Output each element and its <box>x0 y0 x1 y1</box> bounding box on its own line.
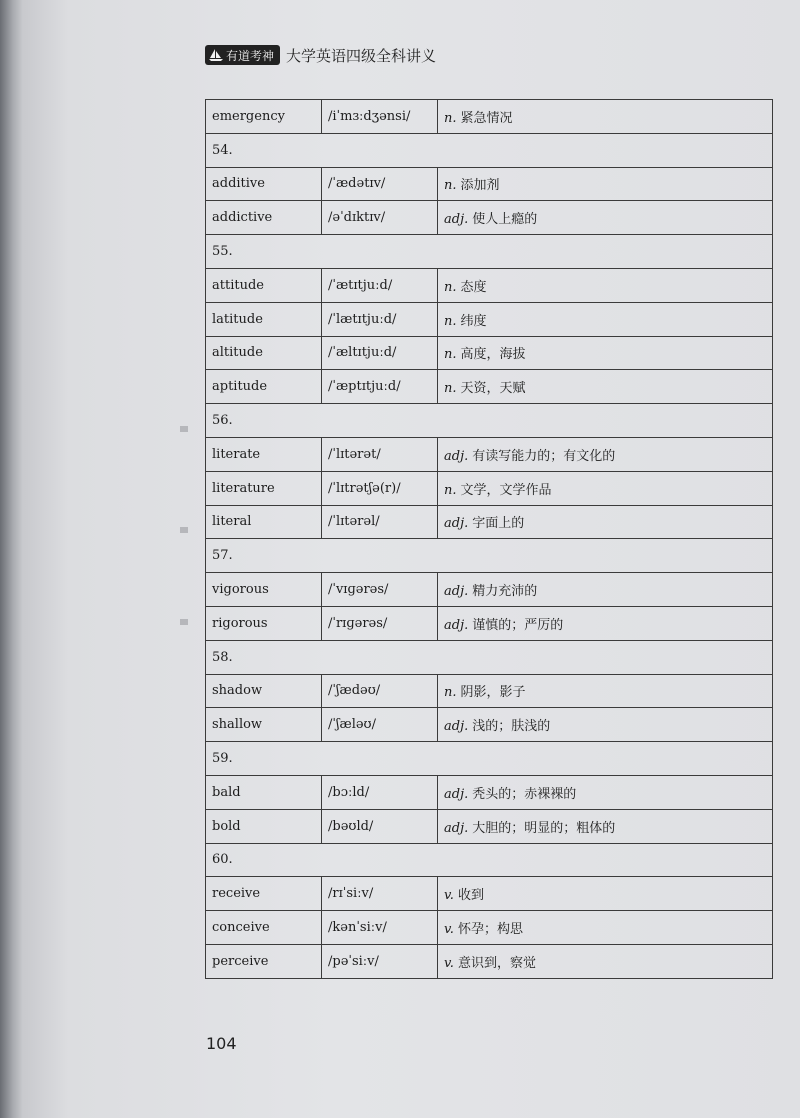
meaning-text: 态度 <box>460 279 487 295</box>
phonetic-cell: /ˈæptɪtjuːd/ <box>322 370 438 404</box>
phonetic-cell: /ˈrɪɡərəs/ <box>322 606 438 640</box>
meaning-text: 谨慎的；严厉的 <box>472 617 564 633</box>
vocab-row <box>206 268 773 302</box>
word-cell: literate <box>206 437 322 471</box>
phonetic-cell: /ˈædətɪv/ <box>322 167 438 201</box>
word-cell: altitude <box>206 336 322 370</box>
meaning-cell <box>438 268 773 302</box>
phonetic-cell: /ˈlɪtərət/ <box>322 437 438 471</box>
word-cell: receive <box>206 877 322 911</box>
group-header-row <box>206 235 773 269</box>
phonetic-cell: /ˈʃæləʊ/ <box>322 708 438 742</box>
meaning-cell <box>438 573 773 607</box>
meaning-text: 精力充沛的 <box>472 584 538 600</box>
part-of-speech: adj. <box>444 786 469 802</box>
phonetic-cell: /ˈætɪtjuːd/ <box>322 268 438 302</box>
meaning-cell <box>438 944 773 978</box>
meaning-text: 紧急情况 <box>460 110 513 126</box>
meaning-cell <box>438 809 773 843</box>
word-cell: additive <box>206 167 322 201</box>
meaning-cell <box>438 708 773 742</box>
meaning-text: 高度，海拔 <box>460 347 526 363</box>
group-number: 54. <box>206 133 773 167</box>
group-header-row <box>206 843 773 877</box>
word-cell: conceive <box>206 911 322 945</box>
meaning-text: 收到 <box>457 888 484 904</box>
word-cell: literature <box>206 471 322 505</box>
vocab-row <box>206 775 773 809</box>
group-number: 60. <box>206 843 773 877</box>
group-header-row <box>206 742 773 776</box>
meaning-cell <box>438 167 773 201</box>
phonetic-cell: /ˈvɪɡərəs/ <box>322 573 438 607</box>
group-header-row <box>206 404 773 438</box>
word-cell: literal <box>206 505 322 539</box>
meaning-text: 怀孕；构思 <box>457 922 523 938</box>
meaning-cell <box>438 775 773 809</box>
book-title: 大学英语四级全科讲义 <box>286 46 437 65</box>
group-number: 58. <box>206 640 773 674</box>
part-of-speech: adj. <box>444 212 469 228</box>
vocab-row <box>206 437 773 471</box>
word-cell: bald <box>206 775 322 809</box>
part-of-speech: adj. <box>444 584 469 600</box>
phonetic-cell: /bɔːld/ <box>322 775 438 809</box>
margin-mark <box>180 619 188 625</box>
meaning-text: 文学，文学作品 <box>460 482 552 498</box>
meaning-cell <box>438 437 773 471</box>
group-number: 59. <box>206 742 773 776</box>
word-cell: shadow <box>206 674 322 708</box>
word-cell: vigorous <box>206 573 322 607</box>
meaning-text: 字面上的 <box>472 516 525 532</box>
part-of-speech: n. <box>444 178 457 194</box>
meaning-cell <box>438 911 773 945</box>
group-header-row <box>206 133 773 167</box>
vocab-row <box>206 674 773 708</box>
vocab-row <box>206 708 773 742</box>
vocab-row <box>206 100 773 134</box>
meaning-text: 天资，天赋 <box>460 381 526 397</box>
phonetic-cell: /pəˈsiːv/ <box>322 944 438 978</box>
vocab-row <box>206 336 773 370</box>
part-of-speech: n. <box>444 279 457 295</box>
vocab-row <box>206 877 773 911</box>
meaning-cell <box>438 100 773 134</box>
meaning-text: 有读写能力的；有文化的 <box>472 448 616 464</box>
meaning-cell <box>438 471 773 505</box>
meaning-text: 使人上瘾的 <box>472 212 538 228</box>
part-of-speech: n. <box>444 482 457 498</box>
meaning-cell <box>438 201 773 235</box>
meaning-text: 浅的；肤浅的 <box>472 719 551 735</box>
meaning-text: 意识到，察觉 <box>457 955 536 971</box>
margin-mark <box>180 527 188 533</box>
vocab-row <box>206 302 773 336</box>
vocab-row <box>206 911 773 945</box>
vocab-row <box>206 167 773 201</box>
meaning-cell <box>438 370 773 404</box>
part-of-speech: adj. <box>444 617 469 633</box>
part-of-speech: n. <box>444 313 457 329</box>
group-header-row <box>206 539 773 573</box>
word-cell: latitude <box>206 302 322 336</box>
page-number: 104 <box>206 1034 237 1053</box>
group-number: 55. <box>206 235 773 269</box>
meaning-cell <box>438 302 773 336</box>
brand-label: 有道考神 <box>226 48 275 63</box>
vocab-row <box>206 573 773 607</box>
vocab-row <box>206 809 773 843</box>
vocab-row <box>206 606 773 640</box>
part-of-speech: n. <box>444 381 457 397</box>
phonetic-cell: /iˈmɜːdʒənsi/ <box>322 100 438 134</box>
part-of-speech: n. <box>444 685 457 701</box>
group-header-row <box>206 640 773 674</box>
part-of-speech: adj. <box>444 820 469 836</box>
page-stack-edge <box>0 0 22 1118</box>
vocab-row <box>206 201 773 235</box>
word-cell: attitude <box>206 268 322 302</box>
phonetic-cell: /ˈlætɪtjuːd/ <box>322 302 438 336</box>
phonetic-cell: /ˈlɪtrətʃə(r)/ <box>322 471 438 505</box>
word-cell: bold <box>206 809 322 843</box>
phonetic-cell: /ˈæltɪtjuːd/ <box>322 336 438 370</box>
meaning-text: 秃头的；赤裸裸的 <box>472 786 577 802</box>
meaning-text: 纬度 <box>460 313 487 329</box>
brand-badge <box>205 45 280 65</box>
word-cell: shallow <box>206 708 322 742</box>
meaning-cell <box>438 674 773 708</box>
meaning-cell <box>438 606 773 640</box>
sailboat-icon <box>209 49 223 61</box>
word-cell: emergency <box>206 100 322 134</box>
vocab-row <box>206 505 773 539</box>
vocabulary-table <box>205 99 773 979</box>
margin-mark <box>180 426 188 432</box>
group-number: 57. <box>206 539 773 573</box>
phonetic-cell: /ˈʃædəʊ/ <box>322 674 438 708</box>
phonetic-cell: /rɪˈsiːv/ <box>322 877 438 911</box>
word-cell: addictive <box>206 201 322 235</box>
meaning-cell <box>438 336 773 370</box>
part-of-speech: n. <box>444 347 457 363</box>
meaning-text: 阴影，影子 <box>460 685 526 701</box>
phonetic-cell: /ˈlɪtərəl/ <box>322 505 438 539</box>
meaning-text: 添加剂 <box>460 178 500 194</box>
part-of-speech: v. <box>444 888 454 904</box>
part-of-speech: adj. <box>444 448 469 464</box>
vocab-row <box>206 471 773 505</box>
part-of-speech: n. <box>444 110 457 126</box>
part-of-speech: v. <box>444 955 454 971</box>
word-cell: aptitude <box>206 370 322 404</box>
meaning-cell <box>438 505 773 539</box>
group-number: 56. <box>206 404 773 438</box>
page-header <box>205 44 436 66</box>
vocab-row <box>206 370 773 404</box>
meaning-text: 大胆的；明显的；粗体的 <box>472 820 616 836</box>
phonetic-cell: /bəʊld/ <box>322 809 438 843</box>
phonetic-cell: /əˈdɪktɪv/ <box>322 201 438 235</box>
meaning-cell <box>438 877 773 911</box>
part-of-speech: adj. <box>444 516 469 532</box>
word-cell: rigorous <box>206 606 322 640</box>
part-of-speech: adj. <box>444 719 469 735</box>
phonetic-cell: /kənˈsiːv/ <box>322 911 438 945</box>
part-of-speech: v. <box>444 922 454 938</box>
vocab-row <box>206 944 773 978</box>
word-cell: perceive <box>206 944 322 978</box>
